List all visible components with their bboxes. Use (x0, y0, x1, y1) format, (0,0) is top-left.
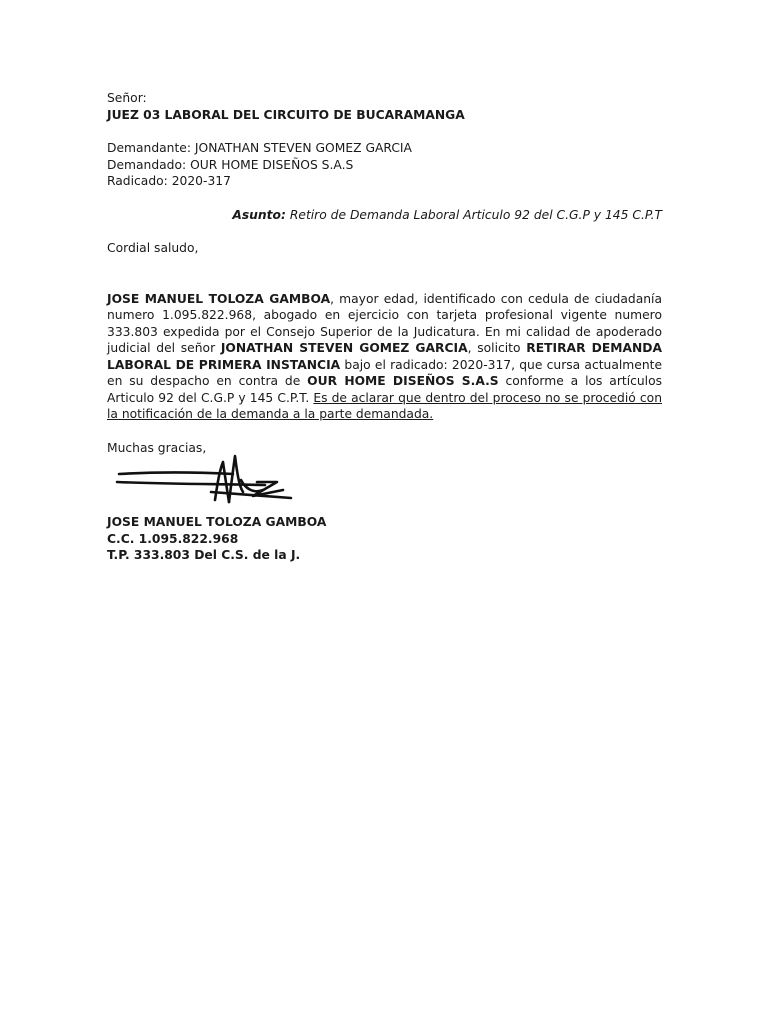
salutation-to: Señor: (107, 91, 147, 105)
body-defendant: OUR HOME DISEÑOS S.A.S (307, 374, 499, 388)
body-text-3: bajo el radicado: 2020-317, que cursa actualmente en su despacho en contra de (107, 357, 663, 388)
subject-line (107, 207, 662, 224)
signatory-id: C.C. 1.095.822.968 (107, 531, 239, 546)
greeting: Cordial saludo, (107, 241, 199, 255)
signature-area (107, 458, 662, 514)
defendant-line: Demandado: OUR HOME DISEÑOS S.A.S (107, 157, 354, 172)
body-clarification: Es de aclarar que dentro del proceso no se procedió con la notificación de la demanda a la parte demandada. (107, 390, 662, 421)
body-name-client: JONATHAN STEVEN GOMEZ GARCIA (220, 341, 468, 355)
body-request: RETIRAR DEMANDA LABORAL DE PRIMERA INSTANCIA (107, 341, 662, 372)
body-name-attorney: JOSE MANUEL TOLOZA GAMBOA (107, 291, 331, 306)
body-text-4: conforme a los artículos Articulo 92 del C.G.P y 145 C.P.T. (107, 374, 663, 405)
subject-text: Retiro de Demanda Laboral Articulo 92 del C.G.P y 145 C.P.T (285, 207, 662, 222)
signatory-name: JOSE MANUEL TOLOZA GAMBOA (107, 515, 327, 529)
subject-label: Asunto: (232, 207, 286, 222)
addressee: JUEZ 03 LABORAL DEL CIRCUITO DE BUCARAMANGA (107, 107, 465, 122)
signatory-professional-card: T.P. 333.803 Del C.S. de la J. (107, 548, 301, 562)
closing: Muchas gracias, (107, 440, 207, 455)
body-paragraph (107, 291, 662, 423)
handwritten-signature (115, 452, 305, 512)
letter-page (107, 90, 662, 564)
body-text-2: , solicito (467, 341, 527, 355)
signature-block (107, 514, 662, 564)
plaintiff-line: Demandante: JONATHAN STEVEN GOMEZ GARCIA (107, 141, 412, 155)
body-text-1: , mayor edad, identificado con cedula de ciudadanía numero 1.095.822.968, abogado en ejercicio con tarjeta profesional vigente numero 333.803 expedida por el Consejo Superior de la Judicatura. En mi calidad de apoderado judicial del señor (107, 291, 662, 355)
filing-line: Radicado: 2020-317 (107, 174, 231, 188)
